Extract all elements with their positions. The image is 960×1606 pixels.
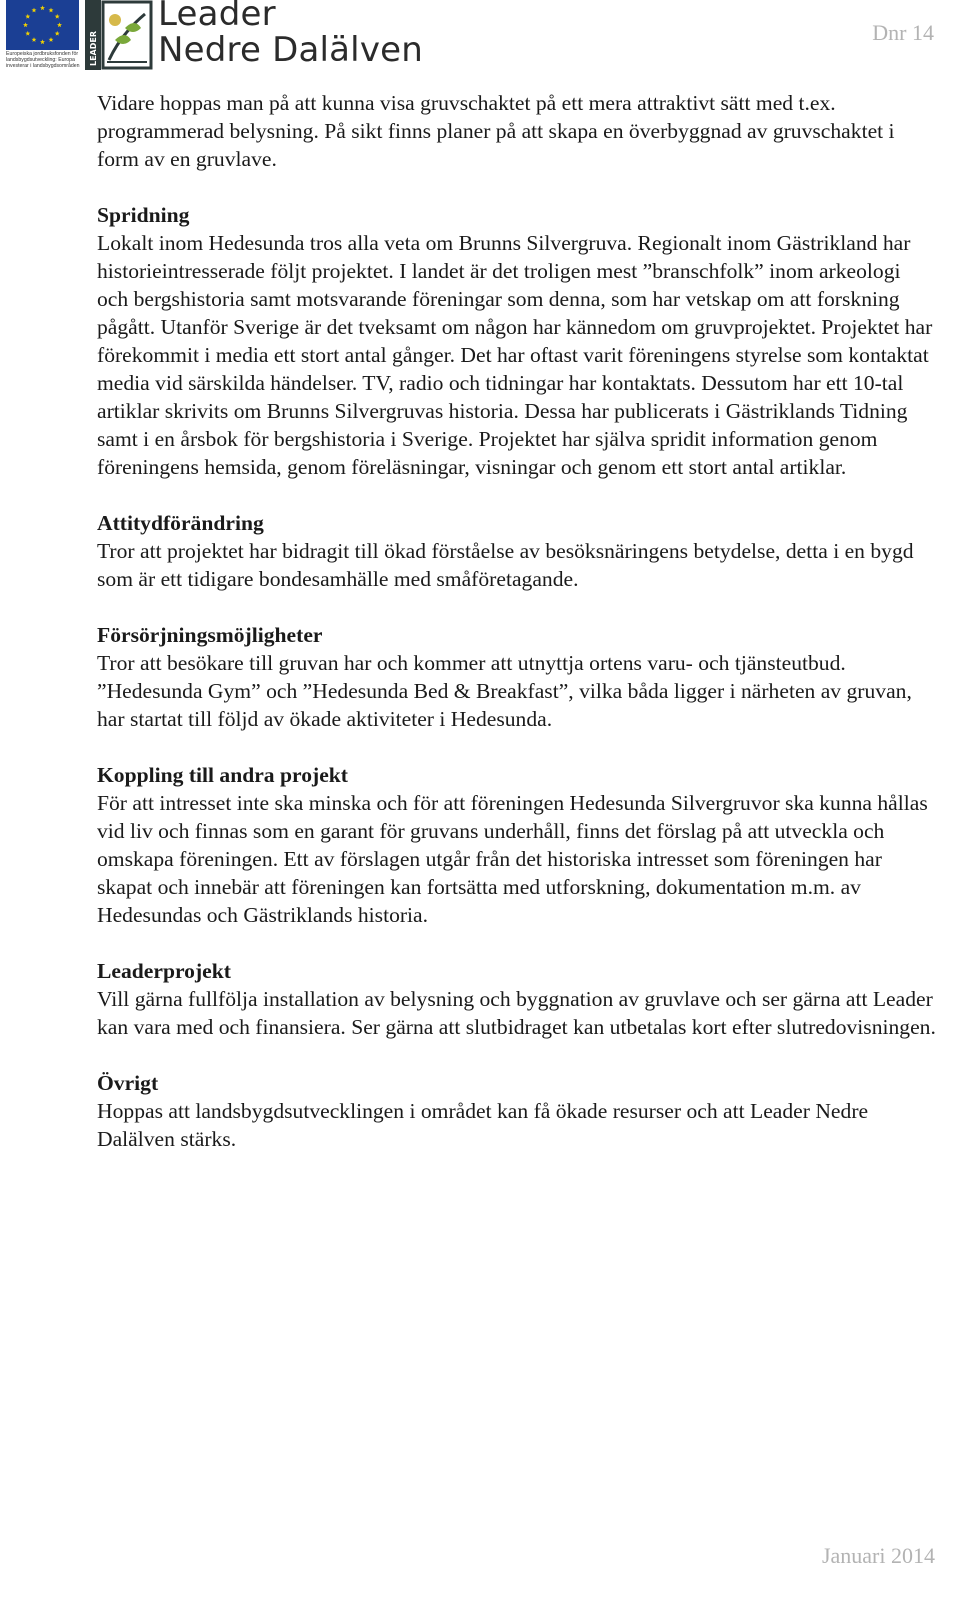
section-ovrigt (97, 1069, 937, 1153)
brand-name-line2: Nedre Dalälven (158, 30, 424, 70)
leader-emblem-icon (85, 0, 153, 70)
section-heading: Spridning (97, 203, 190, 227)
section-spridning (97, 201, 937, 481)
brand-name-line1: Leader (158, 0, 276, 34)
section-heading: Övrigt (97, 1071, 159, 1095)
intro-paragraph: Vidare hoppas man på att kunna visa gruvschaktet på ett mera attraktivt sätt med t.ex. programmerad belysning. På sikt finns planer på att skapa en överbyggnad av gruvschaktet i form av en gruvlave. (97, 91, 895, 171)
document-number: Dnr 14 (872, 20, 934, 45)
section-body: Tror att besökare till gruvan har och kommer att utnyttja ortens varu- och tjänsteutbud. ”Hedesunda Gym” och ”Hedesunda Bed & Breakfast”, vilka båda ligger i närheten av gruvan, har startat till följd av ökade aktiviteter i Hedesunda. (97, 651, 912, 731)
section-heading: Koppling till andra projekt (97, 763, 348, 787)
page-header (0, 0, 960, 80)
section-heading: Leaderprojekt (97, 959, 231, 983)
section-attitydforandring (97, 509, 937, 593)
section-body: Hoppas att landsbygdsutvecklingen i området kan få ökade resurser och att Leader Nedre Dalälven stärks. (97, 1099, 869, 1151)
section-leaderprojekt (97, 957, 937, 1041)
section-body: För att intresset inte ska minska och för att föreningen Hedesunda Silvergruvor ska kunna hållas vid liv och finnas som en garant för gruvans underhåll, finns det förslag på att utveckla och omskapa föreningen. Ett av förslagen utgår från det historiska intresset som föreningen har skapat och innebär att föreningen kan fortsätta med utforskning, dokumentation m.m. av Hedesundas och Gästriklands historia. (97, 791, 928, 927)
document-body (97, 89, 937, 1181)
section-heading: Attitydförändring (97, 511, 264, 535)
section-body: Vill gärna fullfölja installation av belysning och byggnation av gruvlave och ser gärna att Leader kan vara med och finansiera. Ser gärna att slutbidraget kan utbetalas kort efter slutredovisningen. (97, 987, 936, 1039)
section-heading: Försörjningsmöjligheter (97, 623, 323, 647)
section-body: Tror att projektet har bidragit till ökad förståelse av besöksnäringens betydelse, detta i en bygd som är ett tidigare bondesamhälle med småföretagande. (97, 539, 914, 591)
footer-date: Januari 2014 (821, 1543, 935, 1568)
eu-caption: Europeiska jordbruksfonden för landsbygdsutveckling: Europa investerar i landsbygdsområden (6, 51, 80, 69)
eu-flag-icon (6, 0, 79, 50)
section-koppling (97, 761, 937, 929)
section-forsorjningsmojligheter (97, 621, 937, 733)
section-body: Lokalt inom Hedesunda tros alla veta om Brunns Silvergruva. Regionalt inom Gästrikland har historieintresserade följt projektet. I landet är det troligen mest ”branschfolk” inom arkeologi och bergshistoria samt motsvarande föreningar som denna, som har vetskap om att forskning pågått. Utanför Sverige är det tveksamt om någon har kännedom om gruvprojektet. Projektet har förekommit i media ett stort antal gånger. Det har oftast varit föreningens styrelse som kontaktat media vid särskilda händelser. TV, radio och tidningar har kontaktats. Dessutom har ett 10-tal artiklar skrivits om Brunns Silvergruvas historia. Dessa har publicerats i Gästriklands Tidning samt i en årsbok för bergshistoria i Sverige. Projektet har själva spridit information genom föreningens hemsida, genom föreläsningar, visningar och genom ett stort antal artiklar. (97, 231, 933, 479)
leader-vertical-text: LEADER (89, 30, 98, 66)
